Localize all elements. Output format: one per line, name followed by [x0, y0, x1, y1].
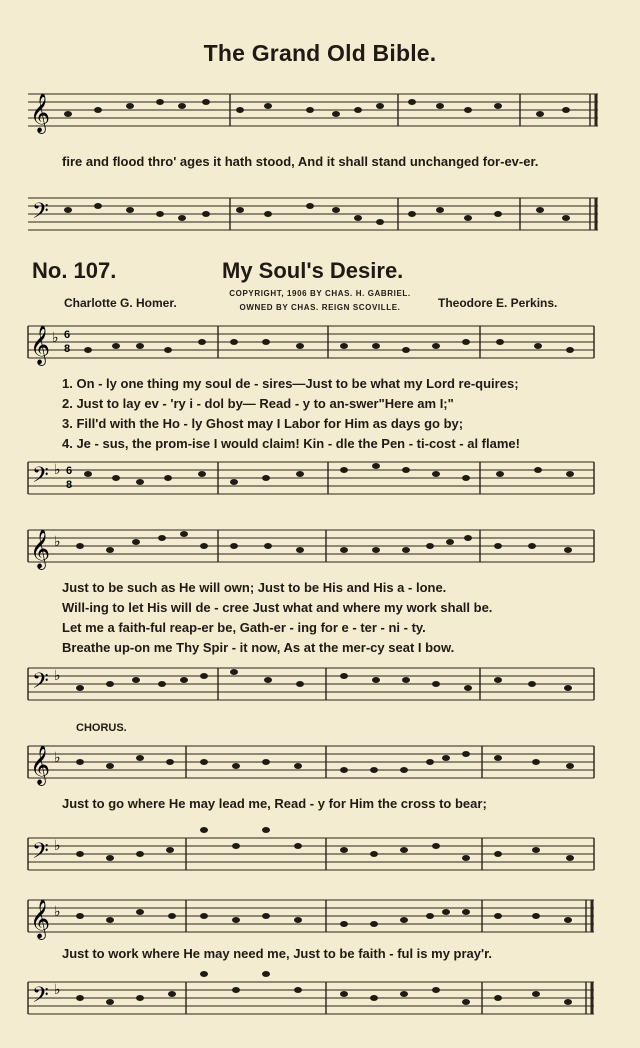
svg-text:𝄞: 𝄞: [30, 899, 51, 939]
svg-text:8: 8: [66, 479, 73, 491]
svg-text:8: 8: [64, 343, 71, 355]
system2-treble-staff: [0, 520, 640, 572]
composer: Theodore E. Perkins.: [438, 296, 558, 310]
copyright-line-1: COPYRIGHT, 1906 BY CHAS. H. GABRIEL.: [229, 289, 411, 298]
svg-text:6: 6: [66, 465, 73, 477]
svg-text:♭: ♭: [54, 667, 61, 683]
chorus-line-1: Just to go where He may lead me, Read - y for Him the cross to bear;: [62, 796, 487, 811]
svg-text:𝄢: 𝄢: [32, 669, 49, 699]
svg-text:𝄢: 𝄢: [32, 463, 49, 493]
svg-text:♭: ♭: [54, 837, 61, 853]
system3-treble-staff: [0, 736, 640, 788]
chorus-line-2: Just to work where He may need me, Just to be faith - ful is my pray'r.: [62, 946, 493, 961]
svg-text:♭: ♭: [54, 903, 61, 919]
system1-treble-staff: [0, 316, 640, 368]
verse-b-line-3: Let me a faith-ful reap-er be, Gath-er - ing for e - ter - ni - ty.: [62, 620, 426, 635]
svg-text:♭: ♭: [54, 533, 61, 549]
svg-text:𝄞: 𝄞: [30, 745, 51, 785]
system4-bass-staff: [0, 964, 640, 1024]
hymn-number: No. 107.: [32, 258, 117, 283]
top-song-treble-staff: [0, 86, 640, 136]
verse-b-line-2: Will-ing to let His will de - cree Just what and where my work shall be.: [62, 600, 493, 615]
svg-text:𝄢: 𝄢: [32, 983, 49, 1013]
svg-text:♭: ♭: [54, 461, 61, 477]
svg-text:𝄢: 𝄢: [32, 199, 49, 229]
verse-a-line-1: 1. On - ly one thing my soul de - sires—Just to be what my Lord re-quires;: [62, 376, 519, 391]
svg-text:𝄢: 𝄢: [32, 839, 49, 869]
system1-bass-staff: [0, 452, 640, 504]
hymn-title: My Soul's Desire.: [222, 258, 404, 283]
system3-bass-staff: [0, 820, 640, 880]
system2-bass-staff: [0, 658, 640, 710]
verse-a-line-4: 4. Je - sus, the prom-ise I would claim! Kin - dle the Pen - ti-cost - al flame!: [62, 436, 520, 451]
verse-b-line-4: Breathe up-on me Thy Spir - it now, As at the mer-cy seat I bow.: [62, 640, 455, 655]
verse-b-line-1: Just to be such as He will own; Just to be His and His a - lone.: [62, 580, 447, 595]
svg-text:𝄞: 𝄞: [30, 325, 51, 365]
copyright-line-2: OWNED BY CHAS. REIGN SCOVILLE.: [239, 303, 401, 312]
author: Charlotte G. Homer.: [64, 296, 177, 310]
svg-text:♭: ♭: [52, 329, 59, 345]
system4-treble-staff: [0, 890, 640, 942]
verse-a-line-2: 2. Just to lay ev - 'ry i - dol by— Read - y to an-swer"Here am I;": [62, 396, 454, 411]
top-song-bass-staff: [0, 190, 640, 240]
svg-text:♭: ♭: [54, 749, 61, 765]
top-song-title: The Grand Old Bible.: [203, 40, 437, 66]
top-song-lyric: fire and flood thro' ages it hath stood, And it shall stand unchanged for-ev-er.: [62, 154, 539, 169]
svg-text:6: 6: [64, 329, 71, 341]
chorus-label: CHORUS.: [76, 722, 127, 734]
svg-text:♭: ♭: [54, 981, 61, 997]
verse-a-line-3: 3. Fill'd with the Ho - ly Ghost may I Labor for Him as days go by;: [62, 416, 464, 431]
svg-text:𝄞: 𝄞: [30, 529, 51, 569]
svg-text:𝄞: 𝄞: [30, 93, 51, 133]
